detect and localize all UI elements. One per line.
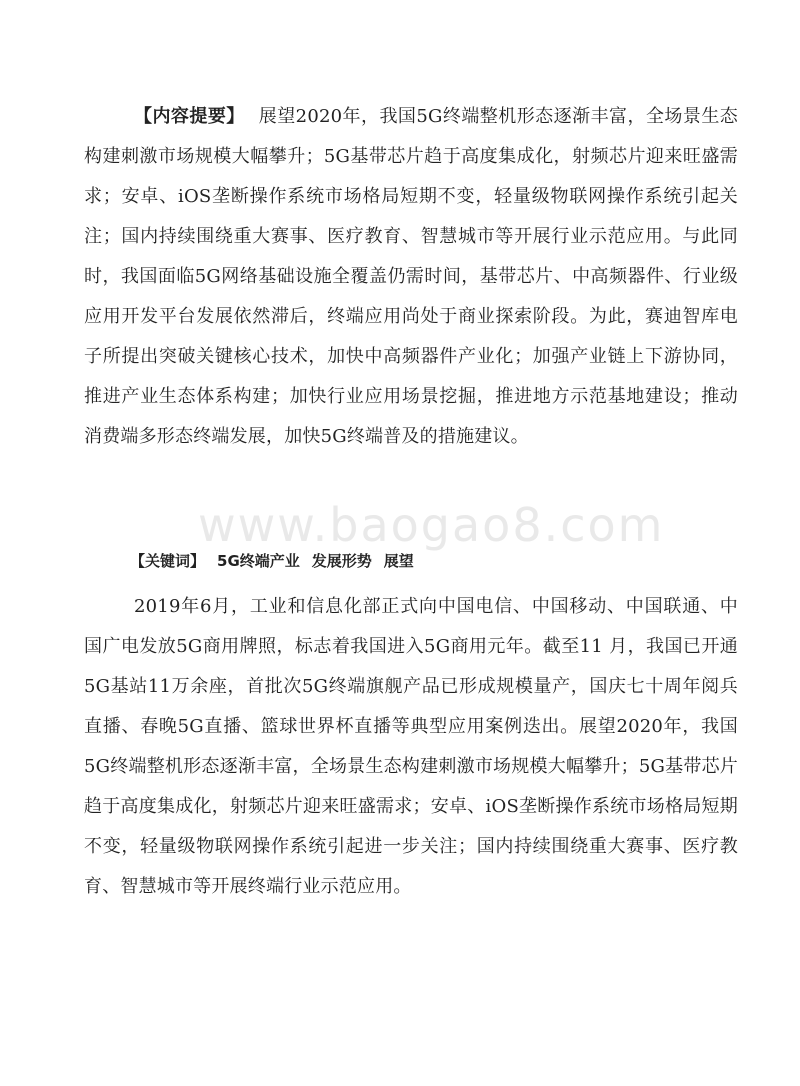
abstract-text: 展望2020年，我国5G终端整机形态逐渐丰富，全场景生态构建刺激市场规模大幅攀升；5G基带芯片趋于高度集成化，射频芯片迎来旺盛需求；安卓、iOS垄断操作系统市场格局短期不变，轻量级物联网操作系统引起关注；国内持续围绕重大赛事、医疗教育、智慧城市等开展行业示范应用。与此同时，我国面临5G网络基础设施全覆盖仍需时间，基带芯片、中高频器件、行业级应用开发平台发展依然滞后，终端应用尚处于商业探索阶段。为此，赛迪智库电子所提出突破关键核心技术，加快中高频器件产业化；加强产业链上下游协同，推进产业生态体系构建；加快行业应用场景挖掘，推进地方示范基地建设；推动消费端多形态终端发展，加快5G终端普及的措施建议。 (84, 106, 738, 447)
body-paragraph: 2019年6月，工业和信息化部正式向中国电信、中国移动、中国联通、中国广电发放5G商用牌照，标志着我国进入5G商用元年。截至11 月，我国已开通5G基站11万余座，首批次5G终端旗舰产品已形成规模量产，国庆七十周年阅兵直播、春晚5G直播、篮球世界杯直播等典型应用案例迭出。展望2020年，我国5G终端整机形态逐渐丰富，全场景生态构建刺激市场规模大幅攀升；5G基带芯片趋于高度集成化，射频芯片迎来旺盛需求；安卓、iOS垄断操作系统市场格局短期不变，轻量级物联网操作系统引起进一步关注；国内持续围绕重大赛事、医疗教育、智慧城市等开展终端行业示范应用。 (84, 596, 738, 897)
keyword-item: 展望 (383, 552, 414, 570)
keyword-item: 5G终端产业 (217, 552, 300, 570)
watermark: www.baogao8.com (198, 498, 665, 552)
abstract-label: 【内容提要】 (134, 106, 245, 127)
keywords-line (130, 541, 414, 581)
keyword-item: 发展形势 (311, 552, 372, 570)
abstract-paragraph (84, 97, 738, 457)
keywords-label: 【关键词】 (130, 552, 206, 570)
